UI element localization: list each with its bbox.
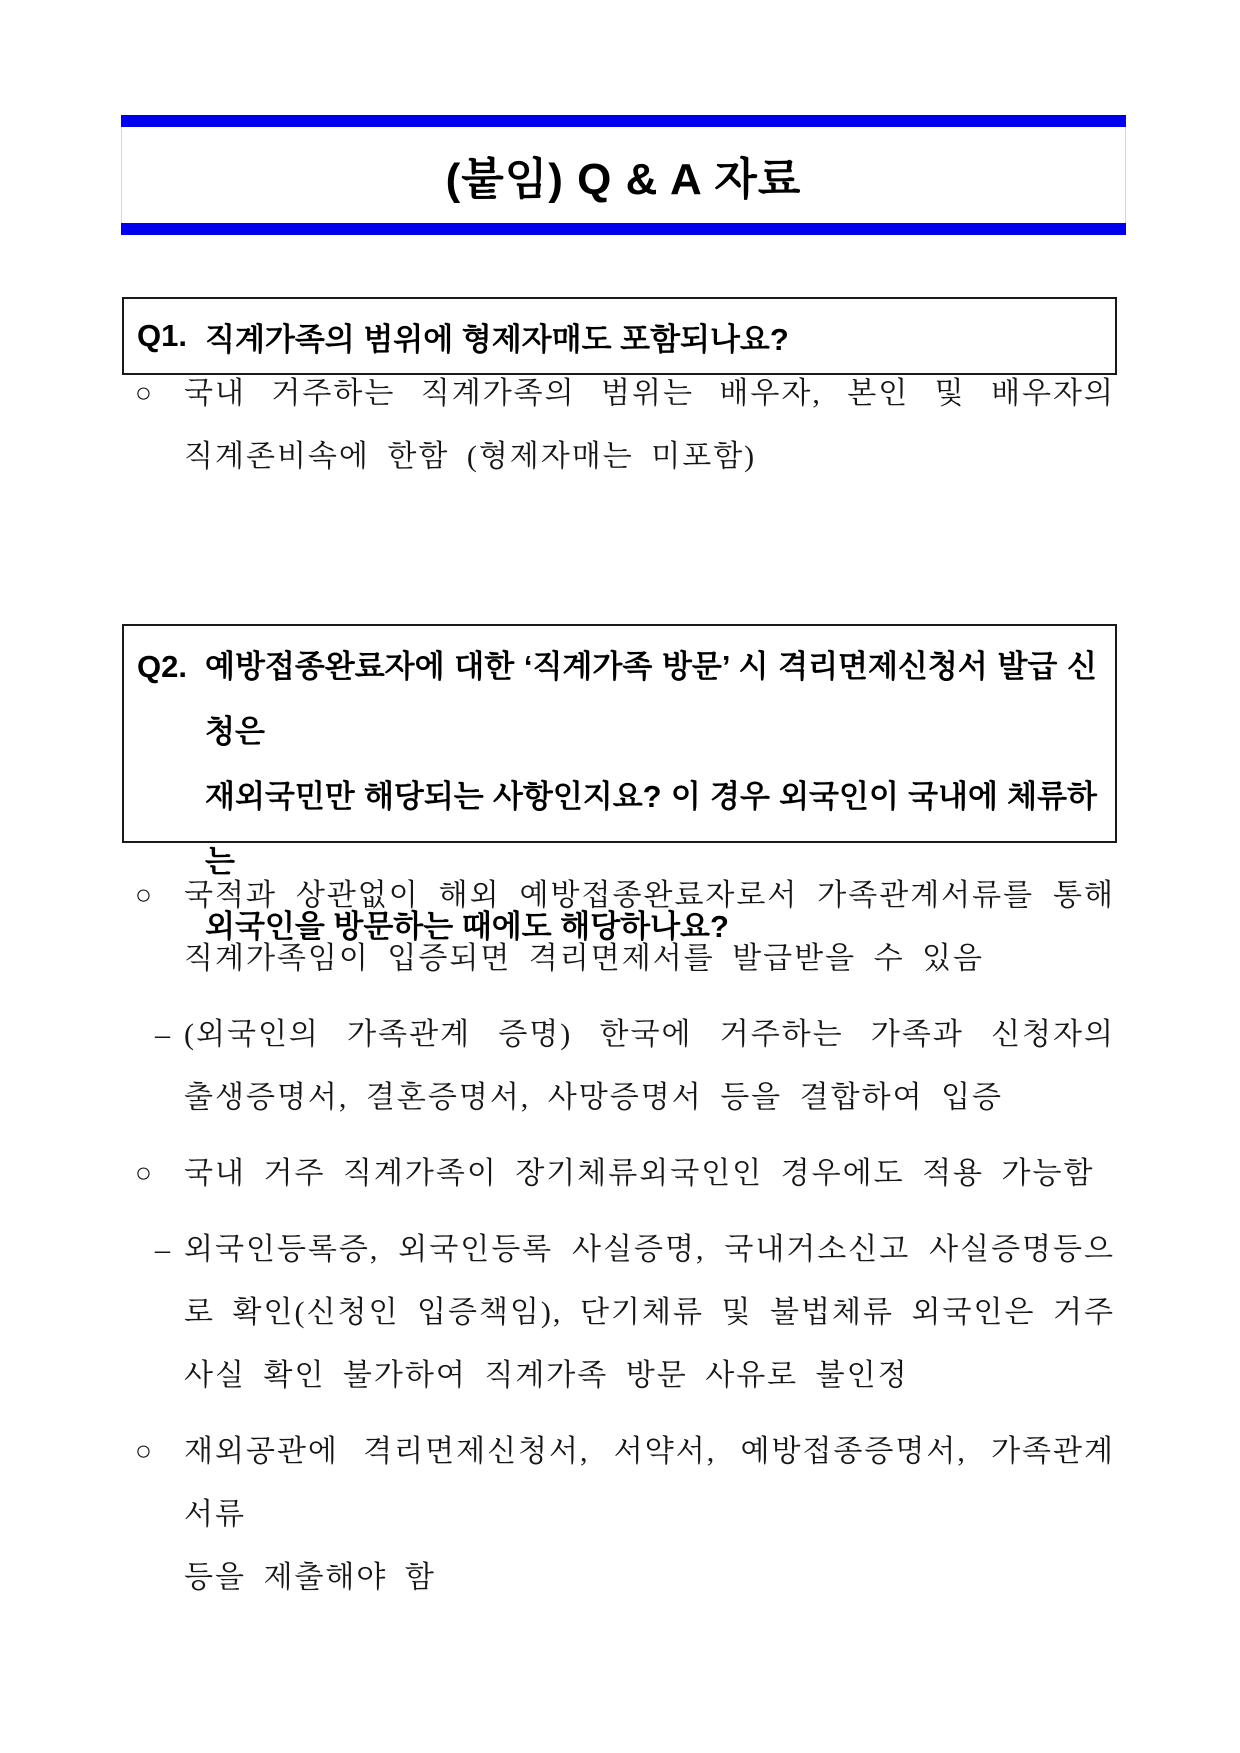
answer-line: 외국인등록증, 외국인등록 사실증명, 국내거소신고 사실증명등으 — [184, 1233, 1115, 1266]
q1-question: 직계가족의 범위에 형제자매도 포함되나요? — [205, 321, 789, 357]
answer-paragraph — [122, 1142, 1115, 1205]
dash-bullet: – — [155, 1018, 170, 1051]
page-title: (붙임) Q & A 자료 — [445, 155, 802, 204]
answer-line: 재외공관에 격리면제신청서, 서약서, 예방접종증명서, 가족관계서류 — [184, 1435, 1115, 1531]
circle-bullet: ○ — [135, 1436, 152, 1467]
circle-bullet: ○ — [135, 880, 152, 911]
q2-label: Q2. — [137, 649, 187, 684]
q2-question-line: 예방접종완료자에 대한 ‘직계가족 방문’ 시 격리면제신청서 발급 신청은 — [205, 649, 1097, 749]
answer-line: (외국인의 가족관계 증명) 한국에 거주하는 가족과 신청자의 — [184, 1018, 1115, 1051]
answer-1 — [122, 362, 1115, 488]
q2-question-line: 외국인을 방문하는 때에도 해당하나요? — [205, 909, 729, 944]
dash-bullet: – — [155, 1233, 170, 1266]
answer-line: 등을 제출해야 함 — [184, 1561, 436, 1594]
answer-line: 출생증명서, 결혼증명서, 사망증명서 등을 결합하여 입증 — [184, 1081, 1004, 1114]
q2-question-line: 재외국민만 해당되는 사항인지요? 이 경우 외국인이 국내에 체류하는 — [205, 779, 1097, 879]
circle-bullet: ○ — [135, 378, 152, 409]
answer-line: 국내 거주 직계가족이 장기체류외국인인 경우에도 적용 가능함 — [184, 1157, 1095, 1190]
title-rule-bottom — [121, 223, 1126, 235]
answer-paragraph — [122, 1420, 1115, 1609]
answer-2 — [122, 864, 1115, 1609]
answer-line: 사실 확인 불가하여 직계가족 방문 사유로 불인정 — [184, 1359, 909, 1392]
answer-line: 국적과 상관없이 해외 예방접종완료자로서 가족관계서류를 통해 — [184, 879, 1115, 912]
circle-bullet: ○ — [135, 1158, 152, 1189]
title-banner — [121, 127, 1126, 223]
answer-line: 직계가족임이 입증되면 격리면제서를 발급받을 수 있음 — [184, 942, 985, 975]
answer-subparagraph — [122, 1003, 1115, 1129]
answer-paragraph — [122, 864, 1115, 990]
answer-paragraph — [122, 362, 1115, 488]
title-rule-top — [121, 115, 1126, 127]
answer-subparagraph — [122, 1218, 1115, 1407]
answer-line: 국내 거주하는 직계가족의 범위는 배우자, 본인 및 배우자의 — [184, 377, 1115, 410]
answer-line: 직계존비속에 한함 (형제자매는 미포함) — [184, 440, 757, 473]
q1-label: Q1. — [137, 318, 187, 353]
answer-line: 로 확인(신청인 입증책임), 단기체류 및 불법체류 외국인은 거주 — [184, 1296, 1115, 1329]
